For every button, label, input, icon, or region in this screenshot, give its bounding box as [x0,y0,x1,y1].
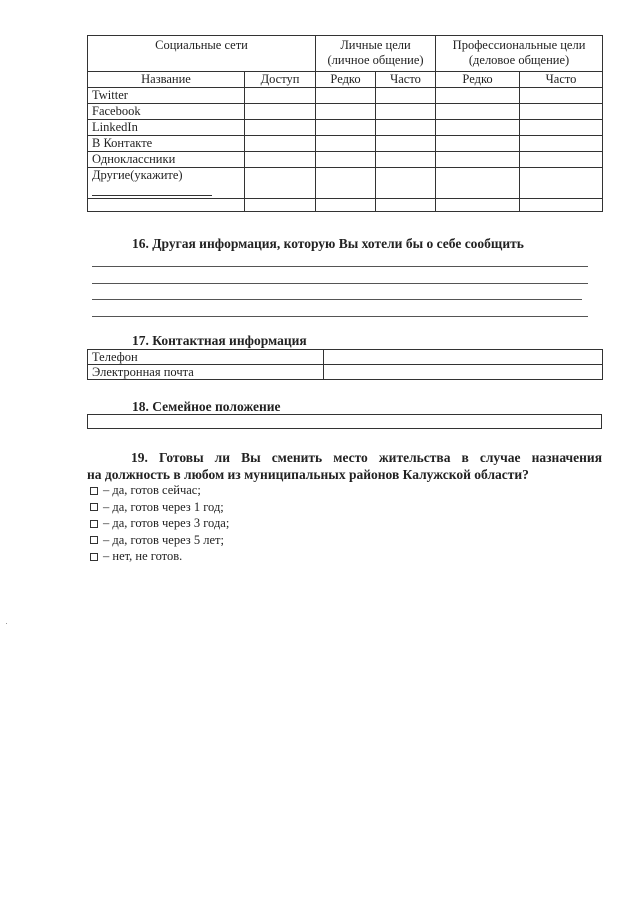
row-label-facebook: Facebook [88,104,245,120]
answer-line-2[interactable] [92,283,588,284]
cell-personal-often[interactable] [376,168,436,199]
row-label-linkedin: LinkedIn [88,120,245,136]
cell-access[interactable] [245,168,316,199]
option-ready-1-year[interactable] [90,499,229,516]
email-label: Электронная почта [88,365,324,380]
header-professional-title: Профессиональные цели [452,38,586,52]
cell-personal-rare[interactable] [316,136,376,152]
column-access: Доступ [245,72,316,88]
phone-field[interactable] [324,350,603,365]
cell-professional-rare[interactable] [436,136,520,152]
cell-professional-often[interactable] [520,136,603,152]
other-specify-line[interactable] [92,195,212,196]
table-row [88,199,603,212]
cell-empty[interactable] [316,199,376,212]
section-19-line-2: на должность в любом из муниципальных районов Калужской области? [87,467,529,482]
column-name: Название [88,72,245,88]
cell-access[interactable] [245,136,316,152]
section-17-title: 17. Контактная информация [132,333,307,348]
cell-empty[interactable] [436,199,520,212]
column-professional-often: Часто [520,72,603,88]
option-label: – да, готов сейчас; [103,483,201,497]
row-label-other-text: Другие(укажите) [92,168,183,182]
checkbox-icon[interactable] [90,503,98,511]
column-personal-rare: Редко [316,72,376,88]
header-professional-goals [436,36,603,72]
column-professional-rare: Редко [436,72,520,88]
table-row [88,168,603,199]
cell-personal-often[interactable] [376,104,436,120]
cell-professional-rare[interactable] [436,168,520,199]
table-row [88,120,603,136]
cell-professional-often[interactable] [520,104,603,120]
option-label: – да, готов через 5 лет; [103,532,224,547]
cell-access[interactable] [245,88,316,104]
table-row [88,350,603,365]
section-19-line-1: 19. Готовы ли Вы сменить место жительства в случае назначения [131,450,602,465]
email-field[interactable] [324,365,603,380]
checkbox-icon[interactable] [90,536,98,544]
cell-personal-often[interactable] [376,152,436,168]
cell-personal-rare[interactable] [316,88,376,104]
cell-professional-often[interactable] [520,120,603,136]
answer-line-3[interactable] [92,299,582,300]
cell-professional-often[interactable] [520,152,603,168]
cell-personal-rare[interactable] [316,104,376,120]
row-label-twitter: Twitter [88,88,245,104]
social-networks-table [87,35,603,212]
header-personal-title: Личные цели [340,38,411,52]
column-personal-often: Часто [376,72,436,88]
option-ready-now[interactable] [90,482,229,499]
cell-personal-often[interactable] [376,136,436,152]
section-18-title: 18. Семейное положение [132,399,281,414]
table-row [88,152,603,168]
option-label: – да, готов через 3 года; [103,516,230,530]
cell-access[interactable] [245,120,316,136]
option-not-ready[interactable] [90,548,229,565]
cell-personal-rare[interactable] [316,120,376,136]
answer-line-4[interactable] [92,316,588,317]
marital-status-field[interactable] [87,414,602,429]
cell-professional-often[interactable] [520,168,603,199]
header-personal-subtitle: (личное общение) [327,53,424,67]
cell-professional-often[interactable] [520,88,603,104]
cell-empty[interactable] [520,199,603,212]
section-16-title: 16. Другая информация, которую Вы хотели бы о себе сообщить [132,236,524,251]
cell-access[interactable] [245,152,316,168]
table-row [88,365,603,380]
contact-table [87,349,603,380]
checkbox-icon[interactable] [90,520,98,528]
header-professional-subtitle: (деловое общение) [468,53,570,67]
cell-empty[interactable] [376,199,436,212]
checkbox-icon[interactable] [90,553,98,561]
cell-personal-often[interactable] [376,88,436,104]
cell-professional-rare[interactable] [436,152,520,168]
answer-line-1[interactable] [92,266,588,267]
header-social-networks: Социальные сети [88,36,316,72]
cell-professional-rare[interactable] [436,120,520,136]
relocation-options [90,482,229,565]
table-row [88,104,603,120]
cell-professional-rare[interactable] [436,88,520,104]
phone-label: Телефон [88,350,324,365]
table-row [88,88,603,104]
table-row [88,136,603,152]
option-ready-3-years[interactable] [90,515,229,532]
cell-personal-rare[interactable] [316,152,376,168]
cell-empty[interactable] [245,199,316,212]
section-19-question [87,449,602,483]
row-label-other [88,168,245,199]
option-ready-5-years[interactable] [90,532,229,549]
cell-professional-rare[interactable] [436,104,520,120]
cell-access[interactable] [245,104,316,120]
scan-speck [6,623,7,624]
option-label: – нет, не готов. [103,549,183,563]
row-label-vkontakte: В Контакте [88,136,245,152]
row-label-odnoklassniki: Одноклассники [88,152,245,168]
option-label: – да, готов через 1 год; [103,499,224,514]
cell-personal-often[interactable] [376,120,436,136]
cell-personal-rare[interactable] [316,168,376,199]
checkbox-icon[interactable] [90,487,98,495]
header-personal-goals [316,36,436,72]
cell-empty[interactable] [88,199,245,212]
